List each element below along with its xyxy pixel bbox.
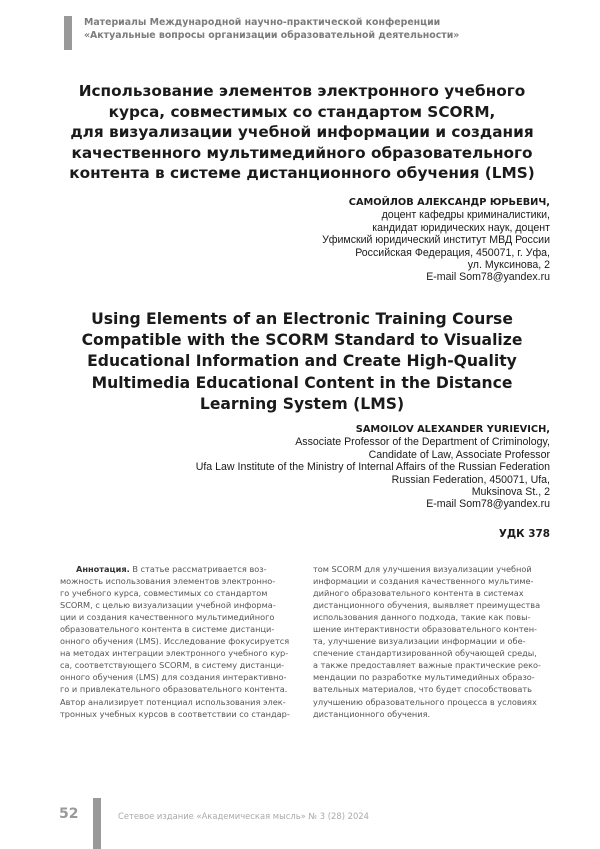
abstract-line: а также предоставляет важные практические реко- [313,660,542,671]
author-affiliation-line: Уфимский юридический институт МВД России [322,234,550,247]
title-line: Educational Information and Create High-Quality [87,352,517,371]
author-affiliation-line: Russian Federation, 450071, Ufa, [391,473,550,486]
abstract-line: информации и создания качественного мультиме- [313,576,534,587]
author-affiliation-line: Associate Professor of the Department of Criminology, [295,436,550,449]
page-number: 52 [59,806,79,822]
abstract-line: го учебного курса, совместимых со стандартом [60,588,268,599]
abstract-line: SCORM, с целью визуализации учебной информа- [60,600,276,611]
author-name: САМОЙЛОВ АЛЕКСАНДР ЮРЬЕВИЧ, [348,197,550,208]
abstract-line: образовательного контента в системе дистанци- [60,624,275,635]
abstract-line: мендации по разработке мультимедийных образо- [313,672,535,683]
abstract-line: го и привлекательного образовательного контента. [60,684,288,695]
author-affiliation-line: Российская Федерация, 450071, г. Уфа, [355,246,550,259]
abstract-line: можность использования элементов электронно- [60,576,276,587]
article-title-en [60,309,544,415]
abstract-line: онного обучения (LMS). Исследование фокусируется [60,636,290,647]
author-affiliation-line: доцент кафедры криминалистики, [381,209,550,222]
title-line: контента в системе дистанционного обучения (LMS) [69,164,535,183]
title-line: Using Elements of an Electronic Training Course [91,310,513,328]
title-line: курса, совместимых со стандартом SCORM, [108,102,496,121]
abstract-line: та, улучшение визуализации информации и обе- [313,636,526,647]
footer-accent-bar [93,798,101,849]
author-email: E-mail Som78@yandex.ru [426,498,550,511]
abstract-line: тронных учебных курсов в соответствии со стандар- [60,708,290,719]
header-accent-bar [64,16,72,50]
abstract-label: Аннотация. [76,564,130,574]
author-affiliation-line: Ufa Law Institute of the Ministry of Internal Affairs of the Russian Federation [195,461,550,474]
title-line: Multimedia Educational Content in the Distance [91,373,513,392]
author-name: SAMOILOV ALEXANDER YURIEVICH, [355,424,550,435]
running-header [84,17,574,42]
abstract-line: са, соответствующего SCORM, в систему дистанци- [60,660,285,671]
running-header-line: «Актуальные вопросы организации образовательной деятельности» [84,29,460,41]
article-title-ru [60,81,544,184]
abstract-line: спечение стандартизированной обучающей среды, [313,648,537,659]
abstract-column-left [60,563,298,720]
author-affiliation-line: Muksinova St., 2 [471,486,550,499]
author-block-ru [30,197,550,284]
abstract-line: использования данного подхода, такие как повы- [313,612,531,623]
author-affiliation-line: кандидат юридических наук, доцент [372,221,550,234]
abstract-line: ции и создания качественного мультимедийного [60,612,275,623]
abstract-line: на методах интеграции электронного учебного кур- [60,648,289,659]
author-email: E-mail Som78@yandex.ru [426,271,550,284]
title-line: качественного мультимедийного образовательного [71,143,533,162]
abstract-line: шение интерактивности образовательного контен- [313,624,537,635]
title-line: Использование элементов электронного учебного [78,82,526,100]
author-block-en [30,424,550,511]
abstract-line: улучшению образовательного процесса в условиях [313,696,537,707]
abstract-column-right [313,563,551,720]
title-line: для визуализации учебной информации и создания [70,123,534,142]
abstract-line: том SCORM для улучшения визуализации учебной [313,564,532,574]
abstract-first-line [60,563,298,575]
abstract-line: дистанционного обучения. [313,708,431,719]
author-affiliation-line: Candidate of Law, Associate Professor [368,448,550,461]
abstract-text: В статье рассматривается воз- [132,564,267,574]
title-line: Learning System (LMS) [199,394,405,413]
running-header-line: Материалы Международной научно-практической конференции [84,17,441,28]
abstract-line: онного обучения (LMS) для создания интерактивно- [60,672,287,683]
abstract-line: дийного образовательного контента в системах [313,588,524,599]
abstract-line: Автор анализирует потенциал использования элек- [60,696,286,707]
journal-footer: Сетевое издание «Академическая мысль» № 3 (28) 2024 [118,811,369,821]
title-line: Compatible with the SCORM Standard to Visualize [81,331,523,350]
author-affiliation-line: ул. Муксинова, 2 [467,259,550,272]
abstract-line: вательных материалов, что будет способствовать [313,684,532,695]
udk-code: УДК 378 [498,528,550,540]
abstract-line: дистанционного обучения, выявляет преимущества [313,600,541,611]
